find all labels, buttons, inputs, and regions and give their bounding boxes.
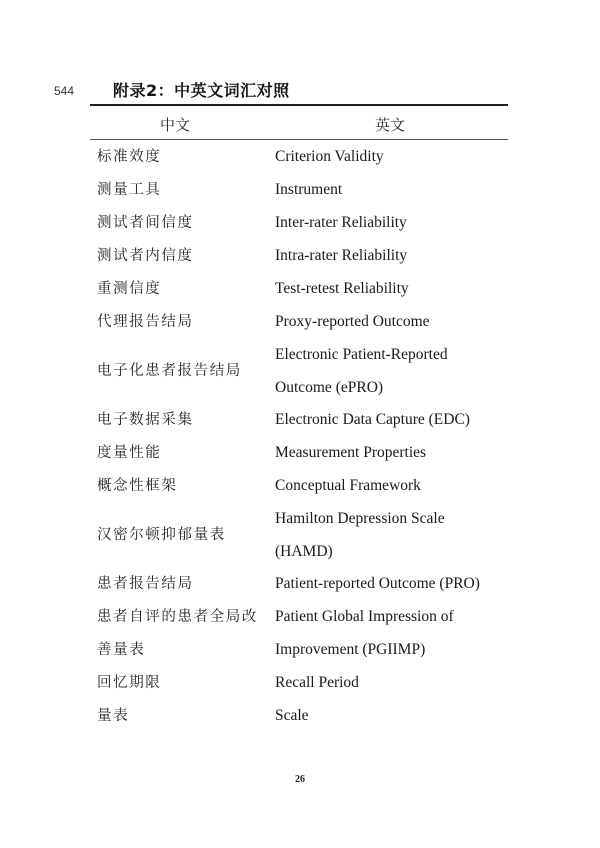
table-row-en: Intra-rater Reliability [275,247,408,264]
table-row-zh: 回忆期限 [97,675,162,691]
page-number: 26 [295,774,305,785]
table-row-zh: 度量性能 [97,445,162,461]
table-row-zh: 善量表 [97,642,146,658]
table-row-zh: 量表 [97,708,130,724]
table-row-zh: 测试者间信度 [97,215,194,231]
table-row-en: Electronic Data Capture (EDC) [275,411,470,428]
table-row-en: Patient Global Impression of [275,608,454,625]
table-row-en: Recall Period [275,674,359,691]
table-row-zh: 汉密尔顿抑郁量表 [97,527,226,543]
table-header-rule [90,139,508,140]
table-row-en: Outcome (ePRO) [275,379,384,396]
table-row-en: Hamilton Depression Scale [275,510,445,527]
table-row-zh: 电子化患者报告结局 [97,363,242,379]
table-row-zh: 测量工具 [97,182,162,198]
table-row-en: Instrument [275,181,343,198]
table-row-zh: 患者报告结局 [97,576,194,592]
table-row-zh: 标准效度 [97,149,162,165]
table-row-en: (HAMD) [275,543,333,560]
table-row-en: Measurement Properties [275,444,427,461]
column-header-english: 英文 [375,116,406,134]
table-row-zh: 电子数据采集 [97,412,194,428]
table-row-en: Patient-reported Outcome (PRO) [275,575,480,592]
table-top-rule [90,104,508,106]
table-row-en: Criterion Validity [275,148,384,165]
table-row-en: Scale [275,707,309,724]
appendix-heading: 附录2：中英文词汇对照 [113,81,290,100]
table-row-zh: 代理报告结局 [97,314,194,330]
table-row-zh: 重测信度 [97,281,162,297]
table-row-en: Inter-rater Reliability [275,214,407,231]
table-row-zh: 概念性框架 [97,478,178,494]
table-row-en: Electronic Patient-Reported [275,346,448,363]
table-row-en: Conceptual Framework [275,477,421,494]
table-row-zh: 患者自评的患者全局改 [97,609,258,625]
margin-page-number: 544 [54,84,75,98]
table-row-en: Test-retest Reliability [275,280,409,297]
table-row-en: Improvement (PGIIMP) [275,641,426,658]
table-row-en: Proxy-reported Outcome [275,313,430,330]
column-header-chinese: 中文 [160,116,191,134]
table-row-zh: 测试者内信度 [97,248,194,264]
